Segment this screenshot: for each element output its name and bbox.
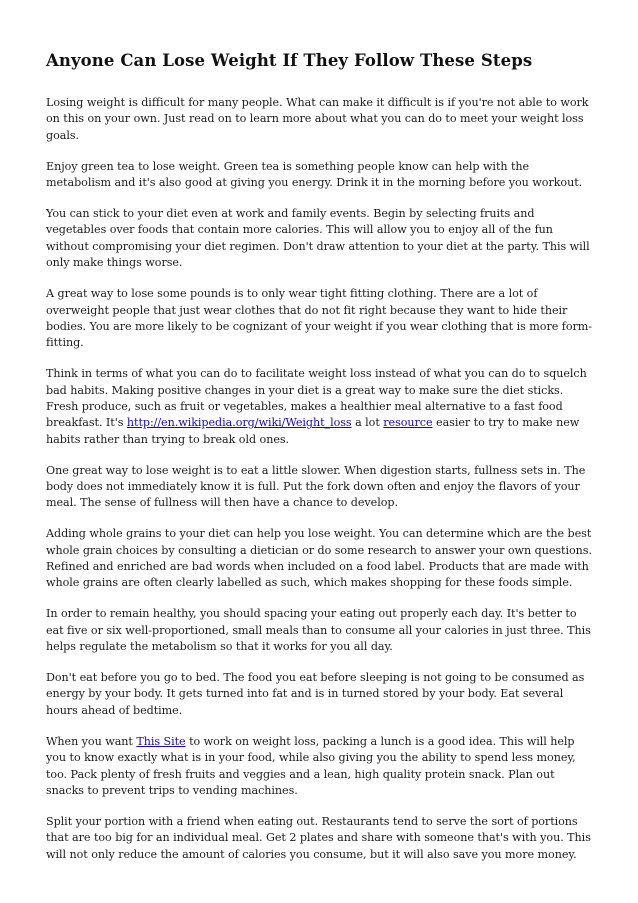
paragraph: Don't eat before you go to bed. The food you eat before sleeping is not going to be consumed as energy by your body. It gets turned into fat and is in turned stored by your body. Eat several hours ahead of bedtime. [46,671,585,717]
paragraph-with-links [46,366,594,448]
paragraph-with-link [46,734,594,799]
paragraph: You can stick to your diet even at work and family events. Begin by selecting fruits and vegetables over foods that contain more calories. This will allow you to enjoy all of the fun without compromising your diet regimen. Don't draw attention to your diet at the party. This will only make things worse. [46,207,590,270]
paragraph: In order to remain healthy, you should spacing your eating out properly each day. It's better to eat five or six well-proportioned, small meals than to consume all your calories in just three. This helps regulate the metabolism so that it works for you all day. [46,607,591,654]
this-site-link[interactable]: This Site [136,734,186,748]
paragraph: Split your portion with a friend when eating out. Restaurants tend to serve the sort of portions that are too big for an individual meal. Get 2 plates and share with someone that's with you. This will not only reduce the amount of calories you consume, but it will also save you more money. [46,814,591,861]
paragraph-text: a lot [351,416,384,430]
paragraph: Enjoy green tea to lose weight. Green tea is something people know can help with the metabolism and it's also good at giving you energy. Drink it in the morning before you workout. [46,159,583,190]
wikipedia-weight-loss-link[interactable]: http://en.wikipedia.org/wiki/Weight_loss [126,416,352,430]
paragraph-text: easier to try to make new habits rather than trying to break old ones. [46,416,580,446]
paragraph: Adding whole grains to your diet can help you lose weight. You can determine which are the best whole grain choices by consulting a dietician or do some research to answer your own questions. Refined and enriched are bad words when included on a food label. Products that are made with whole grains are often clearly labelled as such, which makes shopping for these foods simple. [46,527,592,590]
resource-link[interactable]: resource [383,416,433,430]
paragraph-text: to work on weight loss, packing a lunch is a good idea. This will help you to know exactly what is in your food, while also giving you the ability to spend less money, too. Pack plenty of fresh fruits and veggies and a lean, high quality protein snack. Plan out snacks to prevent trips to vending machines. [46,734,576,797]
paragraph: A great way to lose some pounds is to only wear tight fitting clothing. There are a lot of overweight people that just wear clothes that do not fit right because they want to hide their bodies. You are more likely to be cognizant of your weight if you wear clothing that is more form-fitting. [46,287,592,350]
paragraph-text: When you want [46,734,137,748]
paragraph: Losing weight is difficult for many people. What can make it difficult is if you're not able to work on this on your own. Just read on to learn more about what you can do to meet your weight loss goals. [46,96,589,142]
paragraph-text: Think in terms of what you can do to facilitate weight loss instead of what you can do to squelch bad habits. Making positive changes in your diet is a great way to make sure the diet sticks. Fresh produce, such as fruit or vegetables, makes a healthier meal alternative to a fast food breakfast. It's [46,367,587,430]
document-title: Anyone Can Lose Weight If They Follow These Steps [46,51,533,70]
paragraph: One great way to lose weight is to eat a little slower. When digestion starts, fullness sets in. The body does not immediately know it is full. Put the fork down often and enjoy the flavors of your meal. The sense of fullness will then have a chance to develop. [46,463,586,510]
